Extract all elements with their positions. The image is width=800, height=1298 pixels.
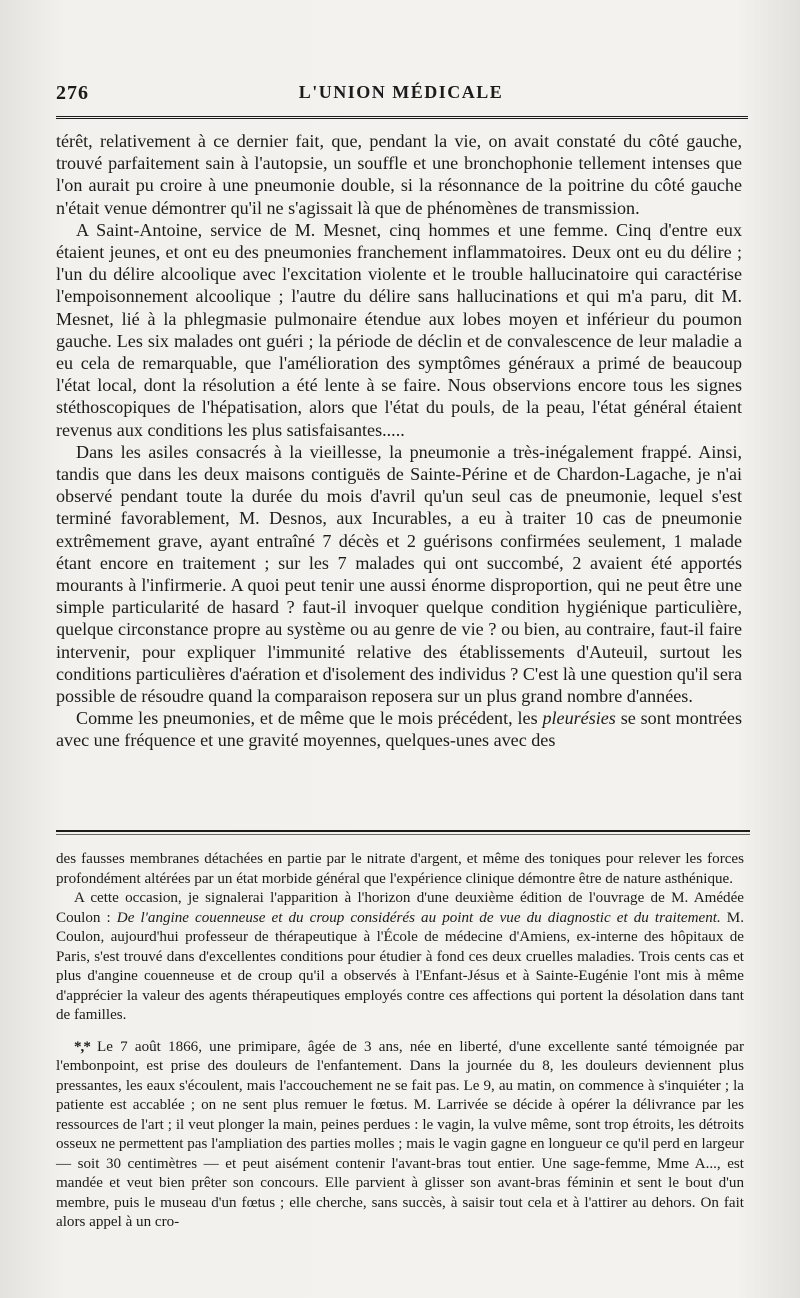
footnote-separator [56,830,750,835]
paragraph-pleuresies [56,707,742,751]
paragraph-continuation: térêt, relativement à ce dernier fait, que, pendant la vie, on avait constaté du côté gauche, trouvé parfaitement sain à l'autopsie, un souffle et une bronchophonie tellement intenses que l'on aurait pu croire à une pneumonie double, si la résonnance de la poitrine du côté gauche n'était venue démontrer qu'il ne s'agissait là que de phénomènes de transmission. [56,131,742,218]
main-body [56,130,742,752]
footnote-coulon [56,889,744,1026]
coulon-text-end: M. Coulon, aujourd'hui professeur de thérapeutique à l'École de médecine d'Amiens, ex-interne des hôpitaux de Paris, s'est trouvé dans d'excellentes conditions pour étudier à fond ces deux cruelles maladies. Trois cents cas et plus d'angine couenneuse et de croup qu'il a observés à l'Enfant-Jésus et à Sainte-Eugénie l'ont mis à même d'apprécier la valeur des agents thérapeutiques employés contre ces affections qui portent la désolation dans tant de familles. [56,909,744,1023]
pleuresies-text-start: Comme les pneumonies, et de même que le mois précédent, les [76,708,543,729]
asterism-mark: *,* [74,1038,90,1055]
pleuresies-text-end: se sont montrées avec une fréquence et une gravité moyennes, quelques-unes avec des [56,708,742,751]
footnote-case-report [56,1038,744,1233]
coulon-book-title: De l'angine couenneuse et du croup considérés au point de vue du diagnostic et du traitement. [116,909,721,926]
page-header [56,82,746,112]
running-title: L'UNION MÉDICALE [298,82,504,102]
coulon-text-start: A cette occasion, je signalerai l'apparition à l'horizon d'une deuxième édition de l'ouvrage de M. Amédée Coulon : [56,890,744,926]
page-number: 276 [56,82,89,104]
paragraph-saint-antoine: A Saint-Antoine, service de M. Mesnet, cinq hommes et une femme. Cinq d'entre eux étaient jeunes, et ont eu des pneumonies franchement inflammatoires. Deux ont eu du délire ; l'un du délire alcoolique avec l'excitation violente et le trouble hallucinatoire qui caractérise l'empoisonnement alcoolique ; l'autre du délire sans hallucinations et qui m'a paru, dit M. Mesnet, lié à la phlegmasie pulmonaire étendue aux lobes moyen et inférieur du poumon gauche. Les six malades ont guéri ; la période de déclin et de convalescence de leur maladie a eu cela de remarquable, que l'amélioration des symptômes généraux a primé de beaucoup l'état local, dont la résolution a été lente à se faire. Nous observions encore tous les signes stéthoscopiques de l'hépatisation, alors que l'état du pouls, de la peau, l'état général étaient revenus aux conditions les plus satisfaisantes..... [56,219,742,440]
paragraph-asiles: Dans les asiles consacrés à la vieillesse, la pneumonie a très-inégalement frappé. Ainsi, tandis que dans les deux maisons contiguës de Sainte-Périne et de Chardon-Lagache, je n'ai observé pendant toute la durée du mois d'avril qu'un seul cas de pneumonie, lequel s'est terminé favorablement, M. Desnos, aux Incurables, a eu à traiter 10 cas de pneumonie extrêmement grave, ayant entraîné 7 décès et 2 guérisons confirmées seulement, 1 malade étant encore en traitement ; sur les 7 malades qui ont succombé, 2 avaient été apportés mourants à l'infirmerie. A quoi peut tenir une aussi énorme disproportion, qui ne peut être une simple particularité de hasard ? faut-il invoquer quelque condition hygiénique particulière, quelque circonstance propre au système ou au genre de vie ? ou bien, au contraire, faut-il faire intervenir, pour expliquer l'immunité relative des établissements d'Auteuil, surtout les conditions particulières d'aération et d'isolement des individus ? C'est là une question qu'il sera possible de résoudre quand la comparaison reposera sur un plus grand nombre d'années. [56,441,742,707]
footnotes [56,850,744,1233]
case-report-text: Le 7 août 1866, une primipare, âgée de 3 ans, née en liberté, d'une excellente santé témoignée par l'embonpoint, est prise des douleurs de l'enfantement. Dans la journée du 8, les douleurs deviennent plus pressantes, les eaux s'écoulent, mais l'accouchement ne se fait pas. Le 9, au matin, on commence à s'inquiéter ; la patiente est accablée ; on ne sent plus remuer le fœtus. M. Larrivée se décide à opérer la délivrance par les ressources de l'art ; il veut plonger la main, peines perdues : le vagin, la vulve même, sont trop étroits, les détroits osseux ne permettent pas l'ampliation des parties molles ; mais le vagin gagne en longueur ce qu'il perd en largeur — soit 30 centimètres — et peut aisément contenir l'avant-bras tout entier. Une sage-femme, Mme A..., est mandée et veut bien prêter son concours. Elle parvient à glisser son avant-bras féminin et sent le bout d'un membre, puis le museau d'un fœtus ; elle cherche, sans succès, à saisir tout cela et à l'attirer au dehors. On fait alors appel à un cro- [56,1038,744,1230]
pleuresies-emphasis: pleurésies [542,708,616,729]
header-rule [56,116,748,119]
footnote-continuation: des fausses membranes détachées en partie par le nitrate d'argent, et même des toniques pour relever les forces profondément altérées par un état morbide général que l'expérience clinique démontre être de nature asthénique. [56,851,744,887]
